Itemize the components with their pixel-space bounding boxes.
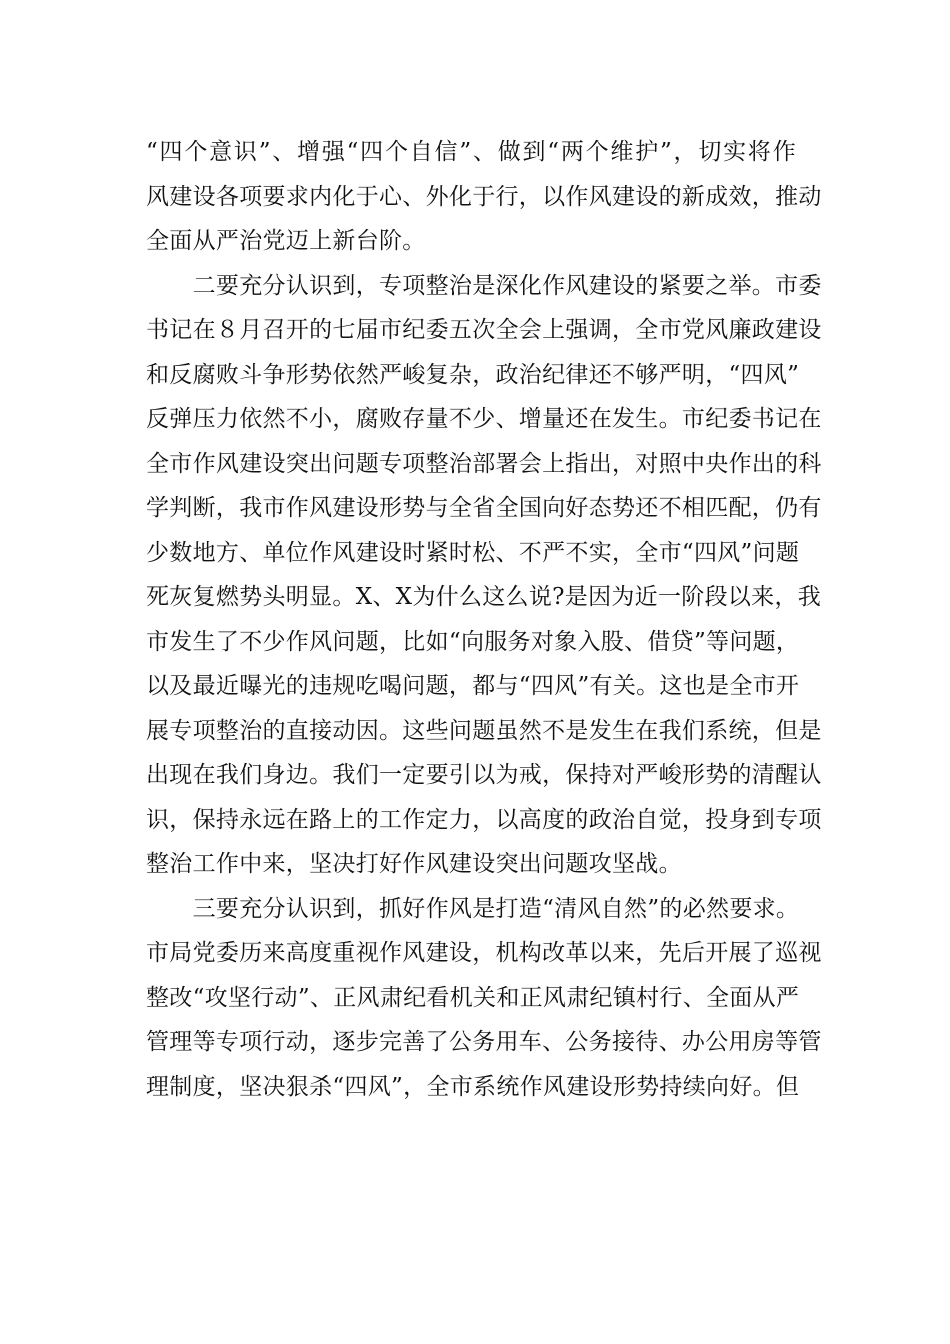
text-line: 展专项整治的直接动因。这些问题虽然不是发生在我们系统，但是 — [146, 717, 822, 744]
document-body — [146, 130, 822, 1109]
text-line: 以及最近曝光的违规吃喝问题，都与“四风”有关。这也是全市开 — [146, 673, 800, 699]
text-line: 三要充分认识到，抓好作风是打造“清风自然”的必然要求。 — [146, 895, 800, 922]
text-line: 全面从严治党迈上新台阶。 — [146, 228, 426, 254]
text-line: 整治工作中来，坚决打好作风建设突出问题攻坚战。 — [146, 851, 682, 877]
text-line: 风建设各项要求内化于心、外化于行，以作风建设的新成效，推动 — [146, 183, 822, 210]
text-line: 市发生了不少作风问题，比如“向服务对象入股、借贷”等问题， — [146, 628, 800, 655]
text-line: 全市作风建设突出问题专项整治部署会上指出，对照中央作出的科 — [146, 450, 822, 477]
text-line: 死灰复燃势头明显。X、X为什么这么说?是因为近一阶段以来，我 — [146, 584, 822, 610]
text-line: 和反腐败斗争形势依然严峻复杂，政治纪律还不够严明，“四风” — [146, 361, 800, 388]
text-line: 识，保持永远在路上的工作定力，以高度的政治自觉，投身到专项 — [146, 806, 822, 833]
text-line: 市局党委历来高度重视作风建设，机构改革以来，先后开展了巡视 — [146, 940, 822, 966]
text-line: 少数地方、单位作风建设时紧时松、不严不实，全市“四风”问题 — [146, 539, 800, 566]
text-line: 理制度，坚决狠杀“四风”，全市系统作风建设形势持续向好。但 — [146, 1073, 800, 1100]
text-line: 管理等专项行动，逐步完善了公务用车、公务接待、办公用房等管 — [146, 1029, 822, 1055]
text-line: 反弹压力依然不小，腐败存量不少、增量还在发生。市纪委书记在 — [146, 406, 822, 432]
text-line: 二要充分认识到，专项整治是深化作风建设的紧要之举。市委 — [146, 272, 822, 299]
text-line: “四个意识”、增强“四个自信”、做到“两个维护”，切实将作 — [146, 139, 796, 165]
text-line: 整改“攻坚行动”、正风肃纪看机关和正风肃纪镇村行、全面从严 — [146, 984, 800, 1011]
text-line: 书记在８月召开的七届市纪委五次全会上强调，全市党风廉政建设 — [146, 317, 822, 343]
text-line: 学判断，我市作风建设形势与全省全国向好态势还不相匹配，仍有 — [146, 495, 822, 521]
text-line: 出现在我们身边。我们一定要引以为戒，保持对严峻形势的清醒认 — [146, 762, 822, 788]
